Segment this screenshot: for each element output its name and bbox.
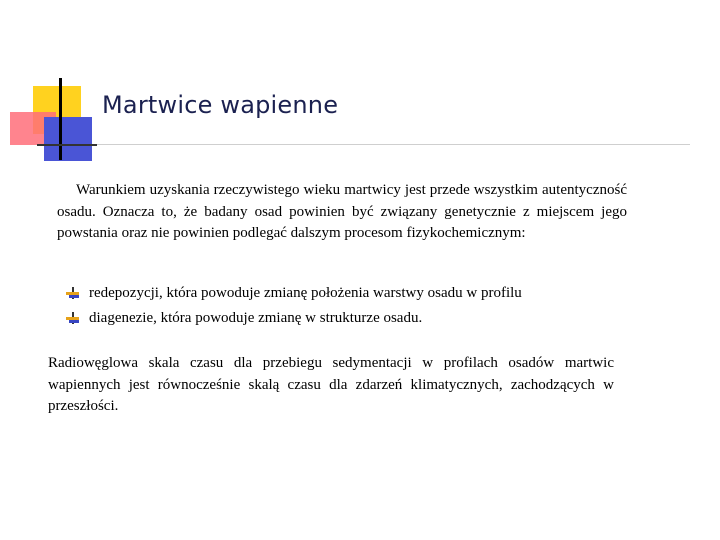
closing-paragraph: Radiowęglowa skala czasu dla przebiegu sedymentacji w profilach osadów martwic wapiennych jest równocześnie skalą czasu dla zdarzeń klimatycznych, zachodzących w przeszłości. [48,355,614,414]
title-underline [97,144,690,145]
decoration-horizontal-line [37,144,97,146]
list-item [66,281,626,306]
bullet-text: redepozycji, która powoduje zmianę położenia warstwy osadu w profilu [89,285,522,301]
blue-square [44,117,92,161]
bullet-icon [66,287,80,299]
bullet-list [66,281,626,331]
intro-paragraph: Warunkiem uzyskania rzeczywistego wieku martwicy jest przede wszystkim autentyczność osadu. Oznacza to, że badany osad powinien być związany genetycznie z miejscem jego powstania oraz nie powinien podlegać dalszym procesom fizykochemicznym: [57,182,627,241]
list-item [66,306,626,331]
slide-title: Martwice wapienne [102,91,339,119]
bullet-icon [66,312,80,324]
decoration-vertical-line [59,78,62,160]
bullet-text: diagenezie, która powoduje zmianę w strukturze osadu. [89,310,423,326]
